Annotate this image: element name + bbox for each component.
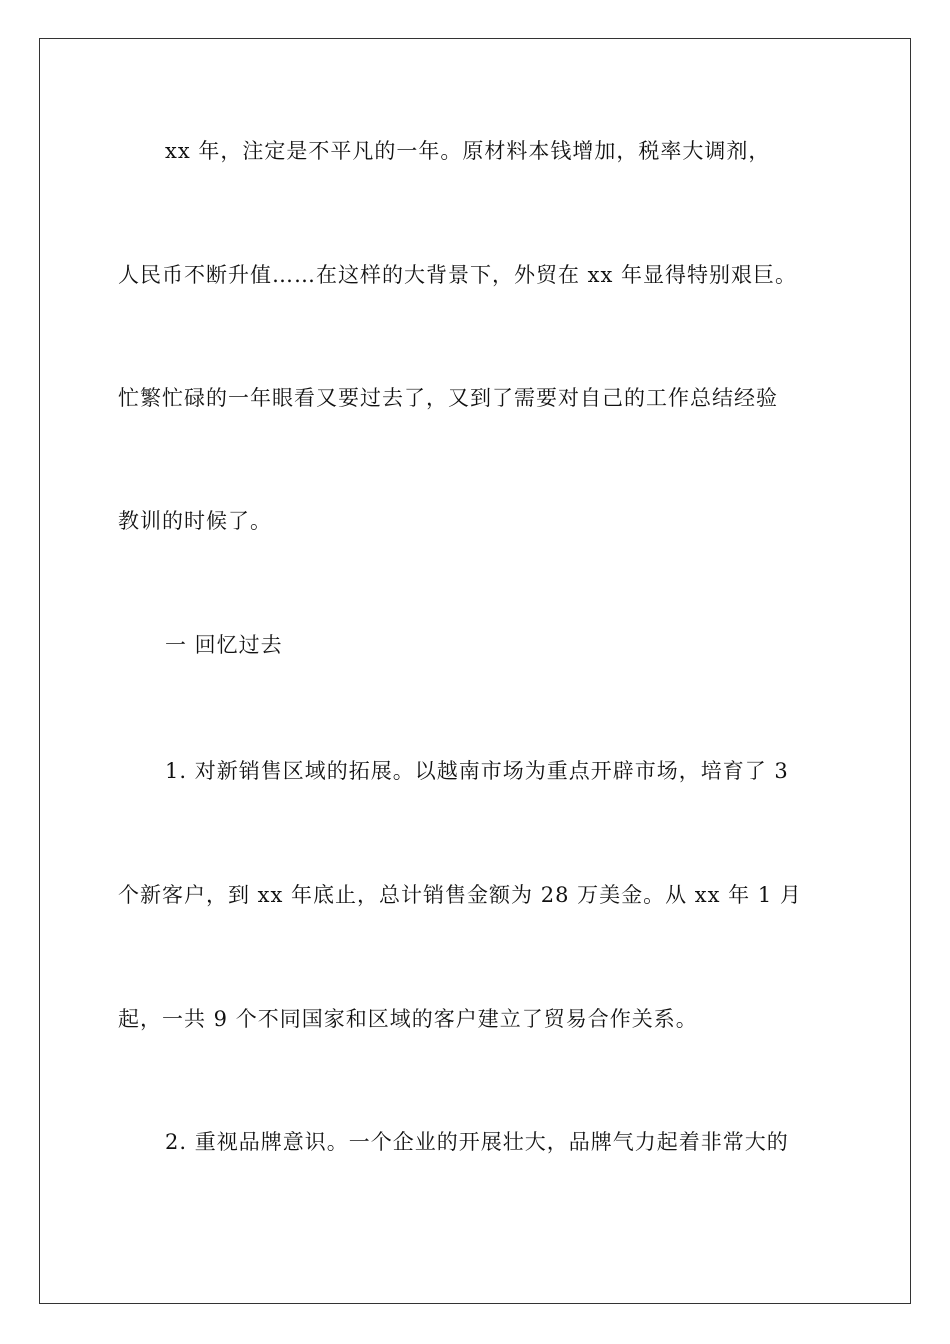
paragraph-1-line-3: 忙繁忙碌的一年眼看又要过去了，又到了需要对自己的工作总结经验 (118, 386, 778, 410)
paragraph-1-line-2: 人民币不断升值……在这样的大背景下，外贸在 xx 年显得特别艰巨。 (118, 263, 798, 287)
page-border (39, 38, 911, 1304)
paragraph-1-line-4: 教训的时候了。 (118, 509, 272, 533)
item-1-line-1: 1. 对新销售区域的拓展。以越南市场为重点开辟市场，培育了 3 (165, 759, 789, 783)
item-1-line-3: 起，一共 9 个不同国家和区域的客户建立了贸易合作关系。 (118, 1007, 698, 1031)
paragraph-1-line-1: xx 年，注定是不平凡的一年。原材料本钱增加，税率大调剂， (165, 139, 771, 163)
item-1-line-2: 个新客户，到 xx 年底止，总计销售金额为 28 万美金。从 xx 年 1 月 (118, 883, 802, 907)
item-2-line-1: 2. 重视品牌意识。一个企业的开展壮大，品牌气力起着非常大的 (165, 1130, 789, 1154)
section-heading: 一 回忆过去 (165, 633, 283, 657)
